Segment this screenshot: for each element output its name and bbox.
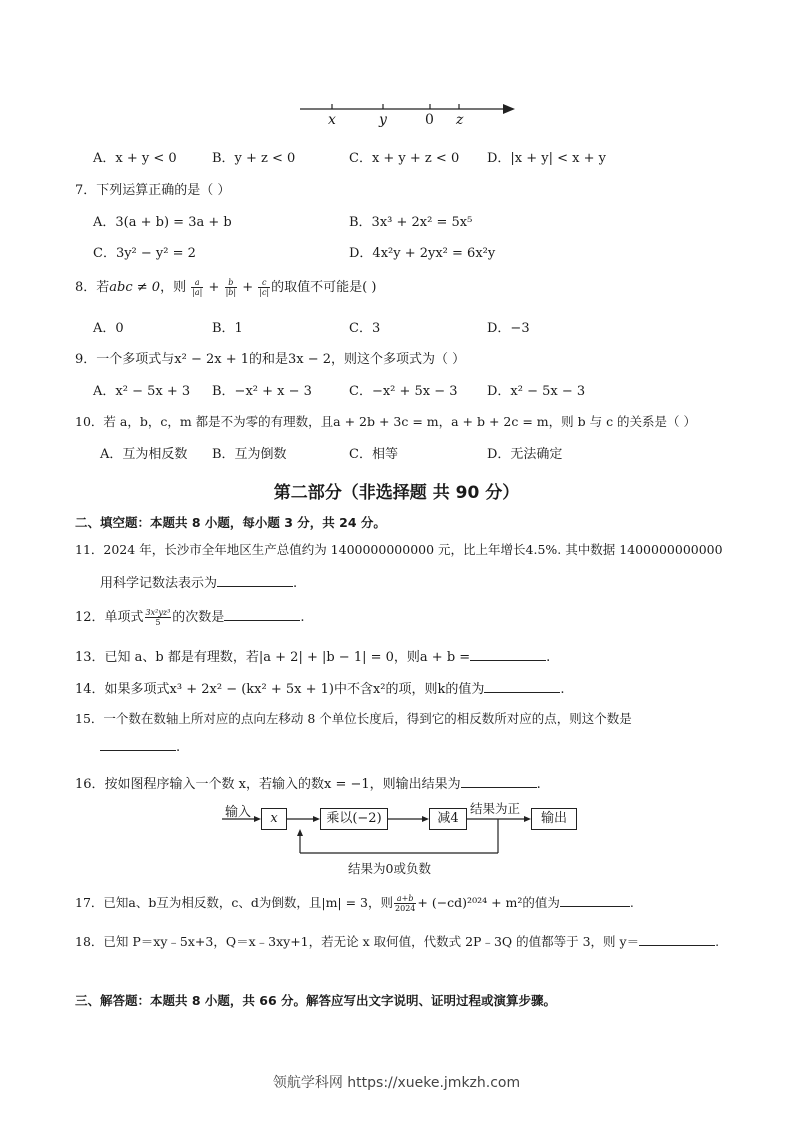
q10-option-d[interactable]: D．无法确定	[487, 447, 563, 462]
q8-prefix: 8．若	[75, 280, 110, 295]
q14-text: 14．如果多项式x³ + 2x² − (kx² + 5x + 1)中不含x²的项，则k的值为	[75, 682, 485, 697]
flowchart-output-box	[531, 808, 577, 830]
q17-prefix: 17．已知a、b互为相反数，c、d为倒数，且|m| = 3，则	[75, 895, 394, 910]
q8-fraction-b-den: |b|	[225, 288, 237, 297]
q6-option-d[interactable]: D．|x + y| < x + y	[487, 151, 607, 166]
q11-line1: 11．2024 年，长沙市全年地区生产总值约为 1400000000000 元，比上年增长4.5%. 其中数据 1400000000000	[75, 542, 723, 557]
q8-option-d[interactable]: D．−3	[487, 321, 530, 336]
q7-stem: 7．下列运算正确的是（ ）	[75, 183, 231, 198]
q8-fraction-a	[191, 278, 203, 297]
q11-line2	[100, 572, 297, 591]
q16-text: 16．按如图程序输入一个数 x，若输入的数x = −1，则输出结果为	[75, 777, 461, 792]
q9-stem: 9．一个多项式与x² − 2x + 1的和是3x − 2，则这个多项式为（ ）	[75, 352, 466, 367]
q8-fraction-b	[225, 278, 238, 297]
q12-stem	[75, 606, 304, 627]
q17-answer-blank[interactable]	[560, 906, 630, 907]
q11-answer-blank[interactable]	[217, 586, 293, 587]
q6-option-b[interactable]: B．y + z < 0	[212, 151, 296, 166]
number-line-label-y: y	[379, 112, 387, 128]
q12-suffix: 的次数是	[172, 610, 225, 625]
q12-end: .	[300, 610, 305, 625]
q8-option-a[interactable]: A．0	[93, 321, 124, 336]
q8-option-b[interactable]: B．1	[212, 321, 243, 336]
q15-line2	[100, 740, 180, 755]
q7-option-b[interactable]: B．3x³ + 2x² = 5x⁵	[349, 215, 473, 230]
q17-end: .	[629, 895, 634, 910]
section2-heading: 二、填空题：本题共 8 小题，每小题 3 分，共 24 分。	[75, 515, 386, 530]
q10-stem: 10．若 a，b，c，m 都是不为零的有理数，且a + 2b + 3c = m，a + b + 2c = m，则 b 与 c 的关系是（ ）	[75, 414, 697, 429]
q10-option-c[interactable]: C．相等	[349, 447, 398, 462]
q12-answer-blank[interactable]	[224, 620, 300, 621]
q17-fraction	[394, 894, 416, 913]
q14-stem	[75, 678, 565, 697]
q7-option-d[interactable]: D．4x²y + 2yx² = 6x²y	[349, 246, 496, 261]
q11-line2-text: 用科学记数法表示为	[100, 576, 218, 591]
flowchart-input-label: 输入	[225, 805, 252, 820]
q13-stem	[75, 646, 550, 665]
number-line-label-x: x	[328, 112, 336, 128]
q12-fraction-den: 5	[155, 618, 161, 627]
flowchart-minus-text: 减4	[437, 811, 459, 826]
flowchart-minus-box	[429, 808, 467, 830]
q9-option-c[interactable]: C．−x² + 5x − 3	[349, 384, 458, 399]
q8-fraction-c-num: c	[258, 278, 270, 288]
q7-option-a[interactable]: A．3(a + b) = 3a + b	[93, 215, 232, 230]
flowchart-positive-label: 结果为正	[470, 801, 521, 816]
q15-answer-blank[interactable]	[100, 750, 176, 751]
number-line-label-0: 0	[425, 112, 434, 128]
q15-end: .	[176, 740, 181, 755]
q6-option-c[interactable]: C．x + y + z < 0	[349, 151, 460, 166]
q9-option-b[interactable]: B．−x² + x − 3	[212, 384, 312, 399]
number-line-label-z: z	[456, 112, 464, 128]
q18-stem	[75, 932, 719, 950]
q8-then: ，则	[160, 280, 187, 295]
section3-heading: 三、解答题：本题共 8 小题，共 66 分。解答应写出文字说明、证明过程或演算步骤。	[75, 993, 557, 1008]
part2-title: 第二部分（非选择题 共 90 分）	[273, 483, 520, 503]
q13-answer-blank[interactable]	[470, 660, 546, 661]
page-footer: 领航学科网 https://xueke.jmkzh.com	[272, 1075, 521, 1091]
q6-option-a[interactable]: A．x + y < 0	[93, 151, 177, 166]
q8-suffix: 的取值不可能是( )	[271, 280, 377, 295]
q9-option-d[interactable]: D．x² − 5x − 3	[487, 384, 586, 399]
q10-option-b[interactable]: B．互为倒数	[212, 447, 287, 462]
q13-end: .	[546, 650, 551, 665]
q12-fraction	[145, 608, 172, 627]
flowchart-multiply-text: 乘以(−2)	[326, 811, 382, 826]
q18-end: .	[715, 934, 720, 949]
flowchart-multiply-box	[320, 808, 388, 830]
q17-stem	[75, 893, 634, 913]
flowchart-x-box	[261, 808, 287, 830]
q8-fraction-a-num: a	[191, 278, 203, 288]
q14-end: .	[560, 682, 565, 697]
flowchart-x-text: x	[270, 811, 278, 826]
q14-answer-blank[interactable]	[484, 692, 560, 693]
q17-suffix: + (−cd)²⁰²⁴ + m²的值为	[417, 895, 560, 910]
q15-line1: 15．一个数在数轴上所对应的点向左移动 8 个单位长度后，得到它的相反数所对应的点，则这个数是	[75, 711, 632, 726]
flowchart-output-text: 输出	[540, 811, 567, 826]
q13-text: 13．已知 a、b 都是有理数，若|a + 2| + |b − 1| = 0，则a + b =	[75, 650, 471, 665]
q8-option-c[interactable]: C．3	[349, 321, 381, 336]
q17-fraction-den: 2024	[395, 904, 416, 913]
flowchart-loop-label: 结果为0或负数	[348, 861, 431, 876]
q16-answer-blank[interactable]	[461, 787, 537, 788]
q8-fraction-c	[258, 278, 270, 297]
q8-fraction-a-den: |a|	[192, 288, 203, 297]
q12-prefix: 12．单项式	[75, 610, 144, 625]
q10-option-a[interactable]: A．互为相反数	[100, 447, 188, 462]
q8-fraction-c-den: |c|	[259, 288, 270, 297]
q8-fraction-b-num: b	[225, 278, 238, 288]
q12-fraction-num: 3x²yz³	[145, 608, 171, 617]
q16-end: .	[536, 777, 541, 792]
q9-option-a[interactable]: A．x² − 5x + 3	[93, 384, 191, 399]
q18-answer-blank[interactable]	[639, 945, 715, 946]
q16-stem	[75, 773, 541, 792]
q8-condition: abc ≠ 0	[109, 280, 161, 295]
q8-stem: 8．若abc ≠ 0，则 $\frac{a}{|a|}$ + $\frac{b}{|b|}$ + $\frac{c}{|c|}$ 的取值不可能是( )	[75, 278, 377, 297]
q11-end: .	[293, 576, 298, 591]
q18-text: 18．已知 P＝xy﹣5x+3，Q＝x﹣3xy+1，若无论 x 取何值，代数式 2P﹣3Q 的值都等于 3，则 y＝	[75, 934, 640, 949]
q17-fraction-num: a+b	[394, 894, 416, 904]
q7-option-c[interactable]: C．3y² − y² = 2	[93, 246, 196, 261]
